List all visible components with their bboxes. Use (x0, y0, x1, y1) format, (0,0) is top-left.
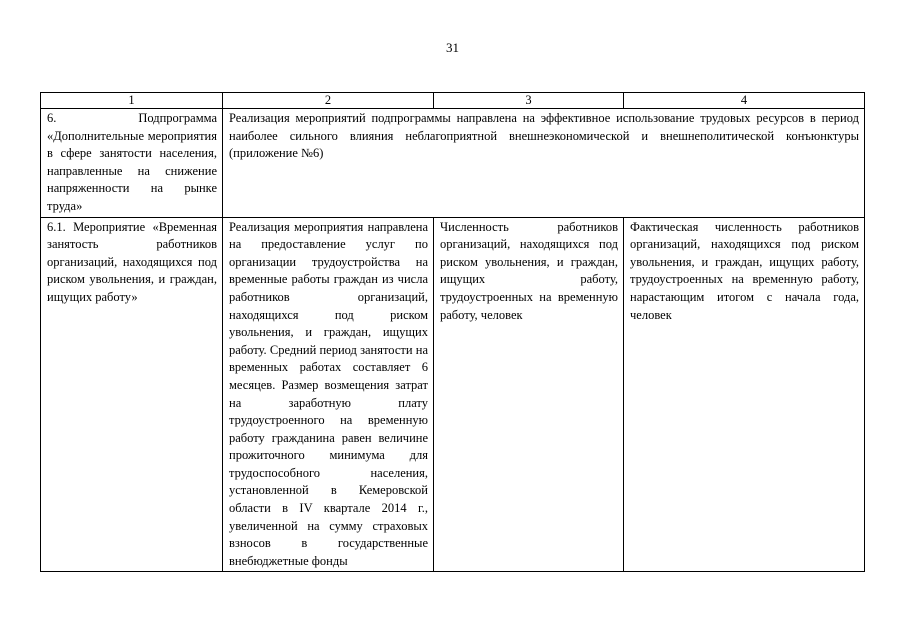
measure-description-cell (223, 217, 434, 572)
table-header-row (41, 93, 865, 109)
column-header: 2 (223, 93, 434, 109)
calculation-method: Фактическая численность работников организаций, находящихся под риском увольнения, и граждан, ищущих работу, трудоустроенных на временную работу, нарастающим итогом с начала года, человек (630, 219, 859, 322)
method-cell (624, 217, 865, 572)
subprogram-name: 6. Подпрограмма «Дополнительные мероприятия в сфере занятости населения, направленные на снижение напряженности на рынке труда» (47, 111, 217, 213)
subprogram-description-cell (223, 109, 865, 218)
column-header: 1 (41, 93, 223, 109)
subprogram-name-cell (41, 109, 223, 218)
measure-description: Реализация мероприятия направлена на предоставление услуг по организации трудоустройства на временные работы граждан из числа работников организаций, находящихся под риском увольнения, и граждан, ищущих работу. Средний период занятости на временных работах составляет 6 месяцев. Размер возмещения затрат на заработную плату трудоустроенного на временную работу гражданина равен величине прожиточного минимума для трудоспособного населения, установленной в Кемеровской области в IV квартале 2014 г., увеличенной на сумму страховых взносов в государственные внебюджетные фонды (229, 219, 428, 568)
page-number: 31 (446, 40, 459, 55)
column-header: 3 (434, 93, 624, 109)
measure-name-cell (41, 217, 223, 572)
table-row (41, 217, 865, 572)
indicator-name: Численность работников организаций, находящихся под риском увольнения, и граждан, ищущих работу, трудоустроенных на временную работу, человек (440, 219, 618, 322)
column-header: 4 (624, 93, 865, 109)
subprogram-description: Реализация мероприятий подпрограммы направлена на эффективное использование трудовых ресурсов в период наиболее сильного влияния неблагоприятной внешнеэкономической и внешнеполитической конъюнктуры (приложение №6) (229, 111, 859, 161)
program-table (40, 92, 865, 572)
indicator-cell (434, 217, 624, 572)
measure-name: 6.1. Мероприятие «Временная занятость работников организаций, находящихся под риском увольнения, и граждан, ищущих работу» (47, 219, 217, 304)
table-row (41, 109, 865, 218)
